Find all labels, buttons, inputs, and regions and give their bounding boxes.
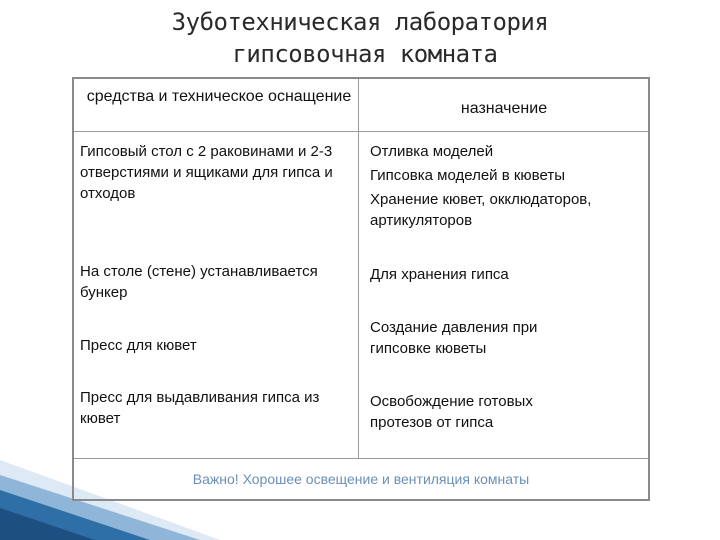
equipment-cell: Пресс для кювет bbox=[80, 337, 197, 354]
page-title bbox=[0, 6, 720, 70]
equipment-cell: На столе (стене) устанавливается бункер bbox=[80, 263, 318, 301]
column-divider bbox=[358, 79, 359, 458]
purpose-cell: Создание давления при гипсовке кюветы bbox=[370, 319, 538, 357]
purpose-cell: Для хранения гипса bbox=[370, 266, 509, 283]
equipment-table bbox=[72, 77, 650, 501]
purpose-cell: Освобождение готовых протезов от гипса bbox=[370, 393, 533, 431]
purpose-item: Отливка моделей bbox=[370, 143, 494, 160]
purpose-item: Гипсовка моделей в кюветы bbox=[370, 167, 565, 184]
column-header-equipment: средства и техническое оснащение bbox=[86, 88, 352, 105]
equipment-cell: Гипсовый стол с 2 раковинами и 2-3 отверстиями и ящиками для гипса и отходов bbox=[80, 143, 333, 202]
equipment-cell: Пресс для выдавливания гипса из кювет bbox=[80, 389, 320, 427]
column-header-purpose: назначение bbox=[460, 100, 548, 117]
note-divider bbox=[74, 458, 648, 459]
purpose-item: Хранение кювет, окклюдаторов, артикуляторов bbox=[370, 191, 592, 229]
header-divider bbox=[74, 131, 648, 132]
title-line-1: Зуботехническая лаборатория bbox=[171, 8, 549, 36]
purpose-cell bbox=[370, 141, 646, 231]
title-line-2: гипсовочная комната bbox=[232, 40, 498, 68]
important-note: Важно! Хорошее освещение и вентиляция комнаты bbox=[192, 471, 530, 487]
